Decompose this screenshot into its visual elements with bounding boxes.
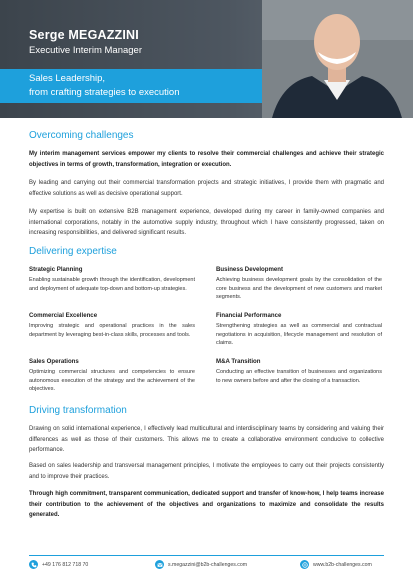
driving-paragraph-2: Based on sales leadership and transversal management principles, I motivate the employees to carry out their projects consistently and to improve their practices. xyxy=(29,463,384,480)
driving-paragraph-3: Through high commitment, transparent communication, dedicated support and transfer of know-how, I help teams increase their contribution to the achievement of the objectives and organizations to maximize and consolidate the results generated. xyxy=(29,491,384,519)
expertise-item xyxy=(216,358,382,385)
person-name: Serge MEGAZZINI xyxy=(29,28,139,42)
tagline-line-2: from crafting strategies to execution xyxy=(29,87,180,98)
expertise-item xyxy=(29,358,195,394)
expertise-text: Improving strategic and operational practices in the sales department by leveraging best-in-class skills, processes and tools. xyxy=(29,323,195,338)
expertise-heading: Strategic Planning xyxy=(29,266,83,273)
mail-icon xyxy=(155,560,164,569)
expertise-text: Achieving business development goals by the consolidation of the core business and the development of new customers and market segments. xyxy=(216,277,382,301)
overcoming-paragraph-2: By leading and carrying out their commercial transformation projects and strategic initiatives, I provide them with pragmatic and effective solutions as well as decisive operational support. xyxy=(29,180,384,197)
expertise-item xyxy=(29,266,195,293)
email-address: s.megazzini@b2b-challenges.com xyxy=(168,561,248,568)
expertise-text: Strengthening strategies as well as commercial and contractual negotiations in acquisition, lifecycle management and resolution of claims. xyxy=(216,323,382,347)
section-title-delivering: Delivering expertise xyxy=(29,246,117,257)
globe-icon xyxy=(300,560,309,569)
expertise-text: Enabling sustainable growth through the identification, development and deployment of adequate top-down and bottom-up strategies. xyxy=(29,277,195,292)
footer-phone[interactable] xyxy=(29,560,88,569)
portrait-photo xyxy=(262,0,413,118)
expertise-item xyxy=(216,312,382,348)
expertise-heading: Commercial Excellence xyxy=(29,312,98,319)
phone-icon xyxy=(29,560,38,569)
section-title-driving: Driving transformation xyxy=(29,405,127,416)
job-title: Executive Interim Manager xyxy=(29,45,142,56)
overcoming-paragraph-3: My expertise is built on extensive B2B management experience, developed during my career in family-owned companies and international corporations, notably in the automotive supply industry, throughout which I have consistently progressed, taken on increasing responsibilities, and delivered significant results. xyxy=(29,209,384,237)
expertise-heading: Sales Operations xyxy=(29,358,79,365)
expertise-item xyxy=(216,266,382,302)
footer xyxy=(0,555,413,585)
expertise-text: Optimizing commercial structures and competencies to ensure autonomous execution of the strategy and the achievement of the objectives. xyxy=(29,369,195,393)
footer-email[interactable] xyxy=(155,560,247,569)
tagline-line-1: Sales Leadership, xyxy=(29,73,106,84)
expertise-heading: Financial Performance xyxy=(216,312,282,319)
expertise-heading: Business Development xyxy=(216,266,284,273)
website-url: www.b2b-challenges.com xyxy=(313,561,372,568)
expertise-text: Conducting an effective transition of businesses and organizations to new owners before and after the closing of a transaction. xyxy=(216,369,382,384)
driving-paragraph-1: Drawing on solid international experience, I effectively lead multicultural and interdisciplinary teams by considering and valuing their differences as well as those of their customers. This allows me to create a collaborative environment conducive to collective performance. xyxy=(29,426,384,454)
overcoming-paragraph-1: My interim management services empower my clients to resolve their commercial challenges and achieve their strategic objectives in terms of growth, transformation, integration or execution. xyxy=(29,151,384,168)
expertise-item xyxy=(29,312,195,339)
tagline-banner xyxy=(0,69,262,103)
footer-website[interactable] xyxy=(300,560,372,569)
footer-divider xyxy=(29,555,384,556)
section-title-overcoming: Overcoming challenges xyxy=(29,130,134,141)
phone-number: +49 176 812 718 70 xyxy=(42,561,89,568)
expertise-heading: M&A Transition xyxy=(216,358,261,365)
